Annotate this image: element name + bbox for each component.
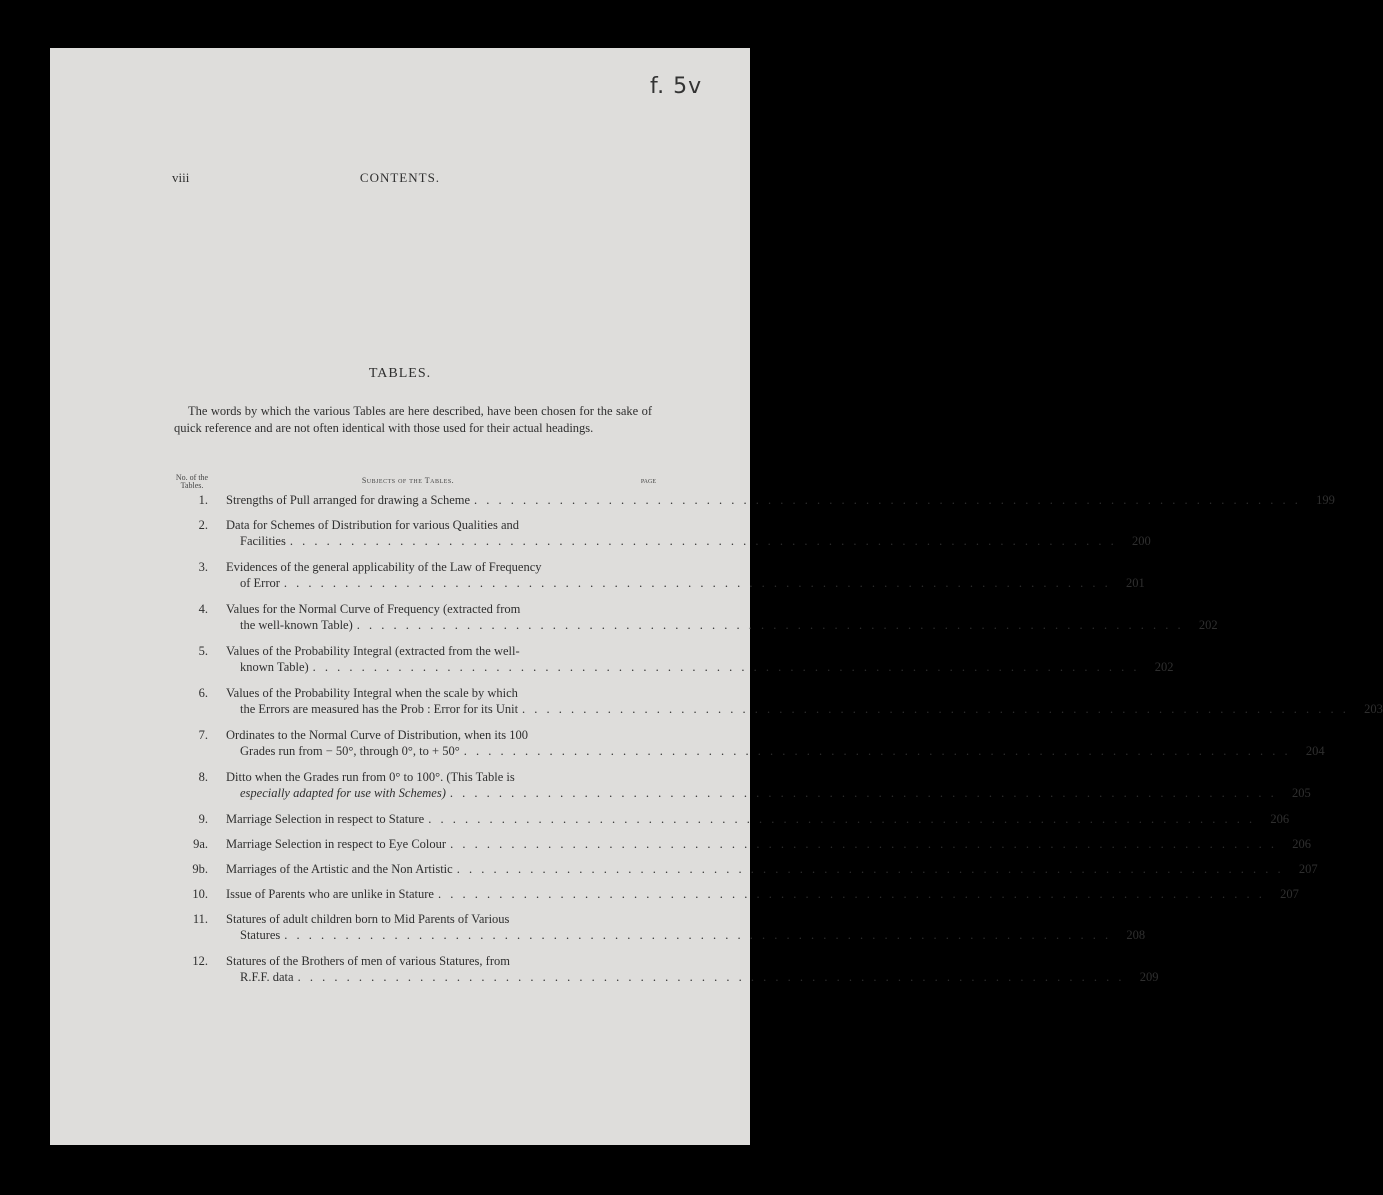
entry-title: Issue of Parents who are unlike in Stature [226, 887, 434, 901]
entry-title-continued: the well-known Table) [240, 618, 353, 632]
entry-title-continued: R.F.F. data [240, 970, 294, 984]
entry-page-number: 207 [1298, 862, 1318, 876]
entry-number: 1. [198, 493, 208, 507]
entry-page-number: 205 [1291, 786, 1311, 800]
entry-page-number: 200 [1131, 534, 1151, 548]
dot-leader [428, 811, 1255, 827]
dot-leader [290, 533, 1117, 549]
entry-number: 9a. [193, 837, 208, 851]
table-entry [174, 492, 1335, 508]
entry-page-number: 199 [1316, 493, 1335, 507]
entry-number: 11. [192, 912, 208, 926]
entry-title: Statures of adult children born to Mid Parents of Various [226, 912, 510, 926]
table-entry [174, 836, 1311, 852]
dot-leader [357, 617, 1184, 633]
entry-title-continued: the Errors are measured has the Prob : Error for its Unit [240, 702, 519, 716]
entry-title-continued: Statures [240, 928, 281, 942]
entry-title: Ordinates to the Normal Curve of Distribution, when its 100 [226, 728, 529, 742]
dot-leader [474, 492, 1301, 508]
entry-number: 12. [192, 954, 208, 968]
entry-title: Values for the Normal Curve of Frequency (extracted from [226, 602, 521, 616]
entry-number: 2. [198, 518, 208, 532]
dot-leader [450, 785, 1277, 801]
table-entry [174, 601, 1218, 633]
entry-title: Strengths of Pull arranged for drawing a Scheme [226, 493, 471, 507]
dot-leader [457, 861, 1284, 877]
table-entry [174, 643, 1174, 675]
entry-title-continued: of Error [240, 576, 280, 590]
entry-title-continued: Grades run from − 50°, through 0°, to + 50° [240, 744, 460, 758]
dot-leader [450, 836, 1277, 852]
entry-title: Evidences of the general applicability of the Law of Frequency [226, 560, 542, 574]
running-title: CONTENTS. [359, 170, 441, 185]
entry-title: Marriage Selection in respect to Stature [226, 812, 425, 826]
entry-title: Values of the Probability Integral when the scale by which [226, 686, 518, 700]
dot-leader [464, 743, 1291, 759]
table-entry [174, 685, 1383, 717]
section-title: TABLES. [368, 366, 432, 381]
dot-leader [313, 659, 1140, 675]
entry-number: 8. [198, 770, 208, 784]
dot-leader [522, 701, 1349, 717]
table-entry [174, 727, 1325, 759]
entry-title: Ditto when the Grades run from 0° to 100°. (This Table is [226, 770, 515, 784]
entry-page-number: 204 [1305, 744, 1325, 758]
entry-page-number: 202 [1198, 618, 1218, 632]
folio-annotation: f. 5v [650, 74, 703, 99]
table-entry [174, 811, 1290, 827]
page-number: viii [172, 170, 190, 185]
entry-title: Values of the Probability Integral (extracted from the well- [226, 644, 520, 658]
table-entry [174, 861, 1318, 877]
entry-title: Data for Schemes of Distribution for various Qualities and [226, 518, 519, 532]
table-entry [174, 559, 1145, 591]
entry-number: 10. [192, 887, 208, 901]
entry-title: Marriages of the Artistic and the Non Artistic [226, 862, 453, 876]
entry-page-number: 207 [1280, 887, 1299, 901]
table-entry [174, 911, 1146, 943]
entry-number: 7. [198, 728, 208, 742]
entry-page-number: 206 [1270, 812, 1290, 826]
entry-page-number: 206 [1292, 837, 1311, 851]
table-entry [174, 886, 1299, 902]
entry-title: Marriage Selection in respect to Eye Colour [226, 837, 447, 851]
column-header-number: No. of the Tables. [175, 473, 209, 490]
entry-page-number: 208 [1126, 928, 1146, 942]
entry-title-continued: especially adapted for use with Schemes) [240, 786, 446, 800]
intro-paragraph: The words by which the various Tables are here described, have been chosen for the sake of quick reference and are not often identical with those used for their actual headings. [174, 404, 652, 435]
table-list [174, 492, 1383, 995]
table-entry [174, 769, 1311, 801]
entry-number: 3. [198, 560, 208, 574]
entry-page-number: 201 [1126, 576, 1145, 590]
column-header-subjects: Subjects of the Tables. [361, 476, 455, 485]
dot-leader [284, 927, 1111, 943]
dot-leader [298, 969, 1125, 985]
entry-page-number: 209 [1139, 970, 1159, 984]
entry-page-number: 203 [1364, 702, 1383, 716]
dot-leader [438, 886, 1265, 902]
entry-number: 6. [198, 686, 208, 700]
dot-leader [284, 575, 1111, 591]
entry-number: 9. [198, 812, 208, 826]
entry-title: Statures of the Brothers of men of various Statures, from [226, 954, 510, 968]
entry-title-continued: Facilities [240, 534, 286, 548]
entry-number: 4. [198, 602, 208, 616]
table-entry [174, 953, 1159, 985]
entry-number: 5. [198, 644, 208, 658]
entry-page-number: 202 [1154, 660, 1174, 674]
entry-number: 9b. [192, 862, 208, 876]
book-page [50, 48, 1383, 1145]
column-header-page: page [640, 476, 656, 485]
table-entry [174, 517, 1151, 549]
entry-title-continued: known Table) [240, 660, 309, 674]
